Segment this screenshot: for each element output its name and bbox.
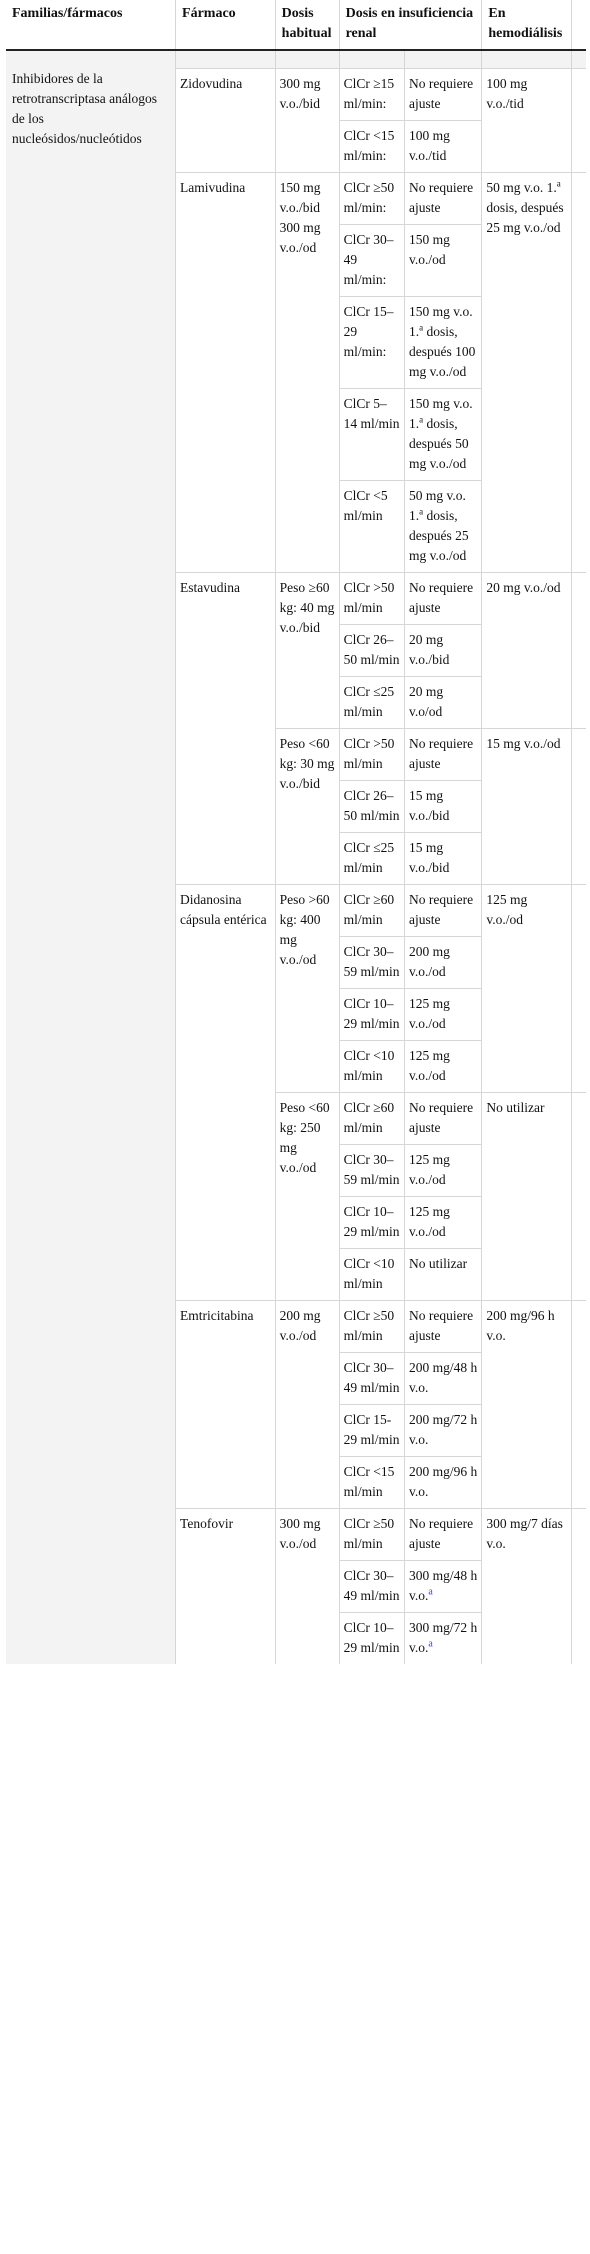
renal-dose: 150 mg v.o. 1.$^a$ dosis, después 100 mg v.o./od: [405, 296, 482, 388]
renal-dose: 15 mg v.o./bid: [405, 832, 482, 884]
header-familia: Familias/fármacos: [6, 0, 176, 50]
usual-dose: Peso <60 kg: 30 mg v.o./bid: [275, 728, 339, 884]
clcr-criterion: ClCr 10–29 ml/min: [339, 1196, 404, 1248]
drug-name: Estavudina: [176, 572, 276, 884]
clcr-criterion: ClCr 30–59 ml/min: [339, 936, 404, 988]
renal-dose: 150 mg v.o./od: [405, 224, 482, 296]
drug-name: Tenofovir: [176, 1508, 276, 1664]
renal-dose: 20 mg v.o./bid: [405, 624, 482, 676]
clcr-criterion: ClCr 30–49 ml/min: [339, 1352, 404, 1404]
clcr-criterion: ClCr ≤25 ml/min: [339, 832, 404, 884]
clcr-criterion: ClCr ≥15 ml/min:: [339, 68, 404, 120]
hemodialysis-dose: 100 mg v.o./tid: [482, 68, 571, 172]
header-dosis-habitual: Dosis habitual: [275, 0, 339, 50]
header-empty: [571, 0, 586, 50]
renal-dose: No utilizar: [405, 1248, 482, 1300]
renal-dose: No requiere ajuste: [405, 884, 482, 936]
hemodialysis-dose: 300 mg/7 días v.o.: [482, 1508, 571, 1664]
clcr-criterion: ClCr <10 ml/min: [339, 1040, 404, 1092]
renal-dose: 125 mg v.o./od: [405, 1196, 482, 1248]
renal-dose: 300 mg/48 h v.o.$^a$: [405, 1560, 482, 1612]
renal-dose: 100 mg v.o./tid: [405, 120, 482, 172]
clcr-criterion: ClCr <10 ml/min: [339, 1248, 404, 1300]
renal-dose: No requiere ajuste: [405, 572, 482, 624]
usual-dose: 200 mg v.o./od: [275, 1300, 339, 1508]
renal-dose: 125 mg v.o./od: [405, 988, 482, 1040]
renal-dose: 125 mg v.o./od: [405, 1040, 482, 1092]
clcr-criterion: ClCr ≤25 ml/min: [339, 676, 404, 728]
renal-dose: No requiere ajuste: [405, 1300, 482, 1352]
hemodialysis-dose: 200 mg/96 h v.o.: [482, 1300, 571, 1508]
renal-dose: 125 mg v.o./od: [405, 1144, 482, 1196]
family-label: Inhibidores de la retrotranscriptasa análogos de los nucleósidos/nucleótidos: [12, 71, 158, 146]
footnote-link[interactable]: a: [428, 1586, 433, 1597]
header-farmaco: Fármaco: [176, 0, 276, 50]
clcr-criterion: ClCr 30–49 ml/min: [339, 1560, 404, 1612]
renal-dose: 15 mg v.o./bid: [405, 780, 482, 832]
renal-dose: No requiere ajuste: [405, 1508, 482, 1560]
usual-dose: 300 mg v.o./od: [275, 1508, 339, 1664]
renal-dose: 200 mg/96 h v.o.: [405, 1456, 482, 1508]
clcr-criterion: ClCr ≥60 ml/min: [339, 884, 404, 936]
clcr-criterion: ClCr <15 ml/min: [339, 1456, 404, 1508]
family-cell: [6, 50, 176, 1664]
renal-dose: 50 mg v.o. 1.$^a$ dosis, después 25 mg v.o./od: [405, 480, 482, 572]
hemodialysis-dose: 50 mg v.o. 1.$^a$ dosis, después 25 mg v.o./od: [482, 172, 571, 572]
clcr-criterion: ClCr 26–50 ml/min: [339, 780, 404, 832]
renal-dose: 200 mg/48 h v.o.: [405, 1352, 482, 1404]
renal-dose: No requiere ajuste: [405, 172, 482, 224]
clcr-criterion: ClCr ≥50 ml/min:: [339, 172, 404, 224]
header-dosis-renal: Dosis en insuficiencia renal: [339, 0, 482, 50]
hemodialysis-dose: 20 mg v.o./od: [482, 572, 571, 728]
clcr-criterion: ClCr 5–14 ml/min: [339, 388, 404, 480]
clcr-criterion: ClCr ≥60 ml/min: [339, 1092, 404, 1144]
renal-dose: No requiere ajuste: [405, 1092, 482, 1144]
renal-dosing-table: [6, 0, 586, 1664]
clcr-criterion: ClCr <5 ml/min: [339, 480, 404, 572]
clcr-criterion: ClCr ≥50 ml/min: [339, 1300, 404, 1352]
clcr-criterion: ClCr >50 ml/min: [339, 728, 404, 780]
clcr-criterion: ClCr ≥50 ml/min: [339, 1508, 404, 1560]
usual-dose: 300 mg v.o./bid: [275, 68, 339, 172]
usual-dose: Peso >60 kg: 400 mg v.o./od: [275, 884, 339, 1092]
clcr-criterion: ClCr 15–29 ml/min:: [339, 296, 404, 388]
header-row: [6, 0, 586, 50]
clcr-criterion: ClCr 30–59 ml/min: [339, 1144, 404, 1196]
usual-dose: Peso ≥60 kg: 40 mg v.o./bid: [275, 572, 339, 728]
drug-name: Didanosina cápsula entérica: [176, 884, 276, 1300]
drug-name: Zidovudina: [176, 68, 276, 172]
clcr-criterion: ClCr 15-29 ml/min: [339, 1404, 404, 1456]
clcr-criterion: ClCr 10–29 ml/min: [339, 1612, 404, 1664]
clcr-criterion: ClCr 10–29 ml/min: [339, 988, 404, 1040]
renal-dose: 150 mg v.o. 1.$^a$ dosis, después 50 mg v.o./od: [405, 388, 482, 480]
drug-name: Emtricitabina: [176, 1300, 276, 1508]
hemodialysis-dose: 125 mg v.o./od: [482, 884, 571, 1092]
renal-dose: 200 mg/72 h v.o.: [405, 1404, 482, 1456]
footnote-link[interactable]: a: [428, 1638, 433, 1649]
renal-dose: 20 mg v.o/od: [405, 676, 482, 728]
hemodialysis-dose: No utilizar: [482, 1092, 571, 1300]
renal-dose: No requiere ajuste: [405, 728, 482, 780]
clcr-criterion: ClCr >50 ml/min: [339, 572, 404, 624]
clcr-criterion: ClCr 26–50 ml/min: [339, 624, 404, 676]
clcr-criterion: ClCr <15 ml/min:: [339, 120, 404, 172]
header-hemodialisis: En hemodiálisis: [482, 0, 571, 50]
renal-dose: 200 mg v.o./od: [405, 936, 482, 988]
clcr-criterion: ClCr 30–49 ml/min:: [339, 224, 404, 296]
hemodialysis-dose: 15 mg v.o./od: [482, 728, 571, 884]
renal-dose: No requiere ajuste: [405, 68, 482, 120]
renal-dose: 300 mg/72 h v.o.$^a$: [405, 1612, 482, 1664]
usual-dose: Peso <60 kg: 250 mg v.o./od: [275, 1092, 339, 1300]
spacer-row: [6, 50, 586, 68]
drug-name: Lamivudina: [176, 172, 276, 572]
usual-dose: 150 mg v.o./bid 300 mg v.o./od: [275, 172, 339, 572]
